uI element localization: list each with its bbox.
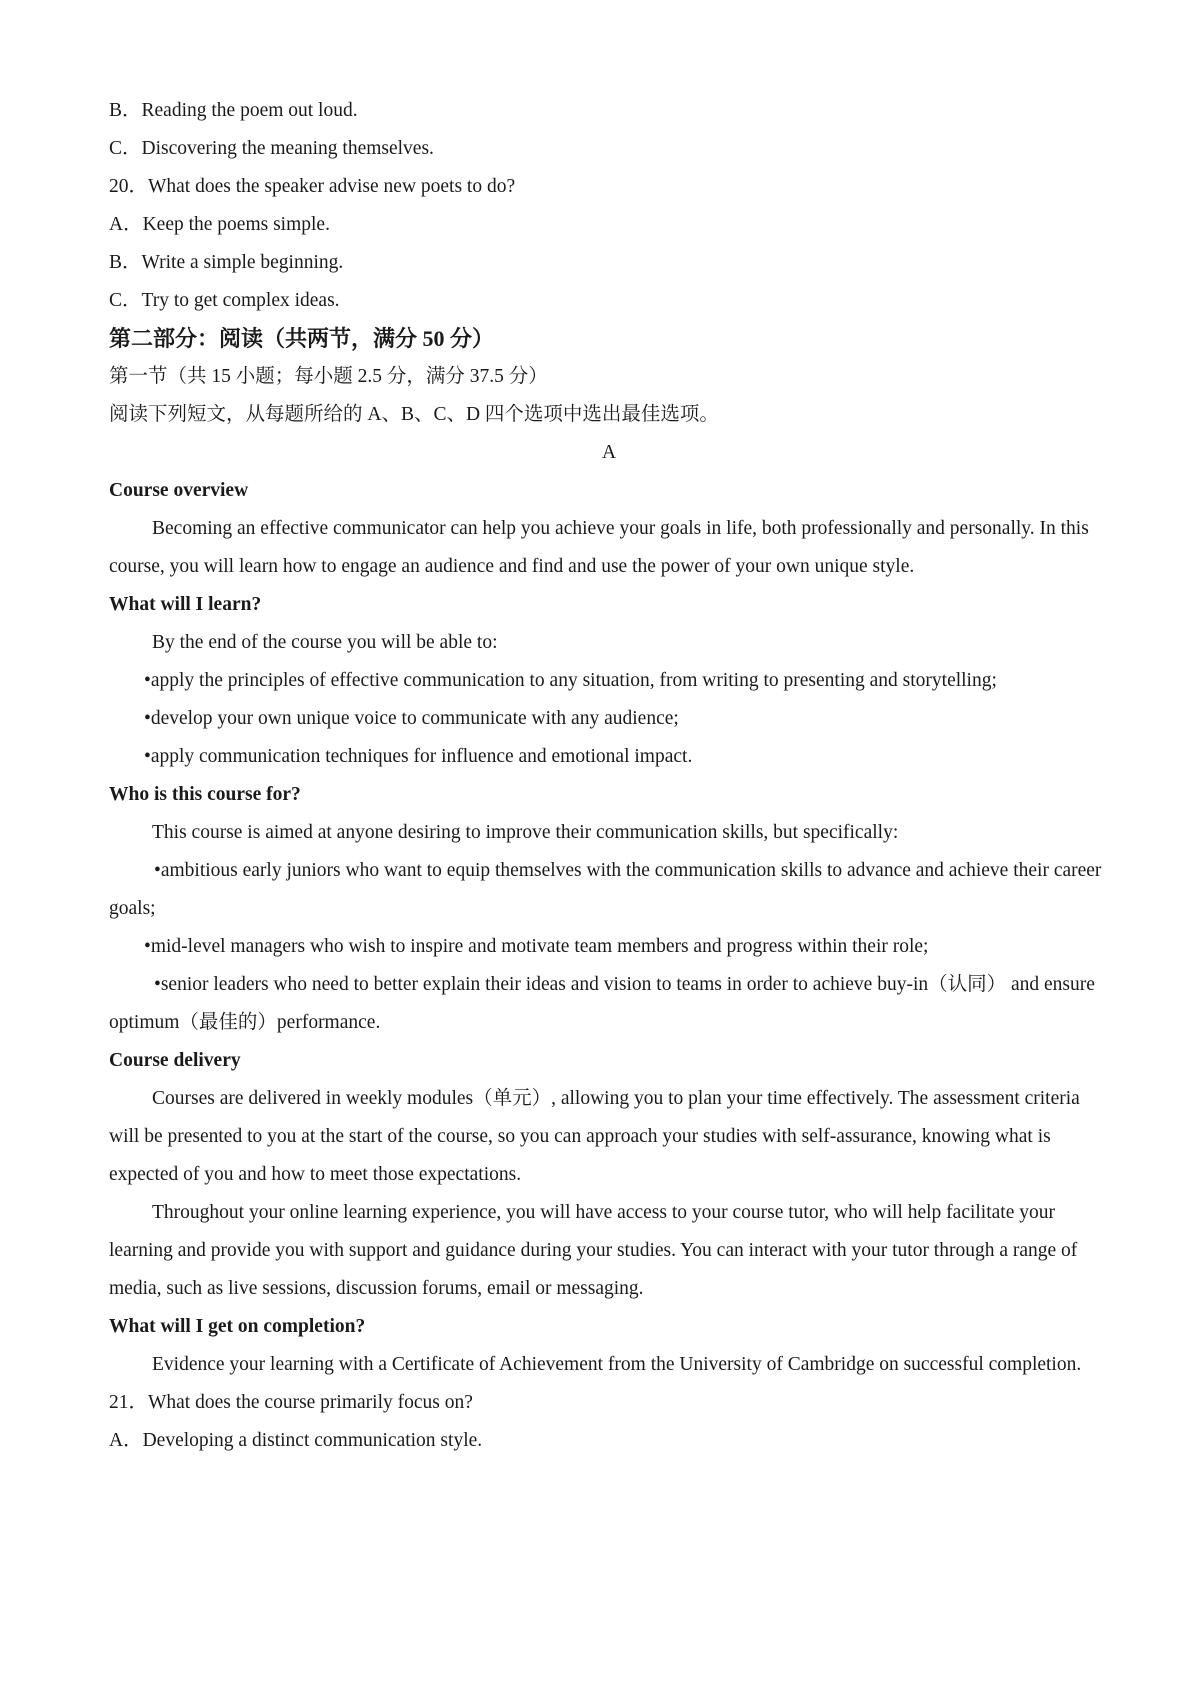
heading-course-overview: Course overview xyxy=(109,480,249,501)
q20-question: 20．What does the speaker advise new poets to do? xyxy=(109,176,516,197)
heading-course-delivery: Course delivery xyxy=(109,1050,241,1071)
learn-item-3: •apply communication techniques for influence and emotional impact. xyxy=(144,746,693,767)
part2-instruction: 阅读下列短文，从每题所给的 A、B、C、D 四个选项中选出最佳选项。 xyxy=(109,404,719,425)
exam-page xyxy=(109,92,1109,1460)
learn-item-1: •apply the principles of effective communication to any situation, from writing to presenting and storytelling; xyxy=(144,670,997,691)
q21-option-a: A．Developing a distinct communication style. xyxy=(109,1430,483,1451)
heading-completion: What will I get on completion? xyxy=(109,1316,366,1337)
q21-question: 21．What does the course primarily focus on? xyxy=(109,1392,473,1413)
q20-option-a: A．Keep the poems simple. xyxy=(109,214,330,235)
learn-intro: By the end of the course you will be able to: xyxy=(152,632,498,653)
part2-title: 第二部分：阅读（共两节，满分 50 分） xyxy=(109,326,495,351)
who-item-3: •senior leaders who need to better explain their ideas and vision to teams in order to achieve buy-in（认同） and ensure optimum（最佳的）performance. xyxy=(109,974,1095,1033)
part2-section1: 第一节（共 15 小题；每小题 2.5 分，满分 37.5 分） xyxy=(109,366,548,387)
paragraph-delivery-2: Throughout your online learning experience, you will have access to your course tutor, who will help facilitate your learning and provide you with support and guidance during your studies. You can interact with your tutor through a range of media, such as live sessions, discussion forums, email or messaging. xyxy=(109,1202,1078,1299)
who-item-1: •ambitious early juniors who want to equip themselves with the communication skills to advance and achieve their career goals; xyxy=(109,860,1102,919)
paragraph-delivery-1: Courses are delivered in weekly modules（单元）, allowing you to plan your time effectively. The assessment criteria will be presented to you at the start of the course, so you can approach your studies with self-assurance, knowing what is expected of you and how to meet those expectations. xyxy=(109,1088,1080,1185)
heading-who-is-this-for: Who is this course for? xyxy=(109,784,301,805)
paragraph-completion: Evidence your learning with a Certificate of Achievement from the University of Cambridge on successful completion. xyxy=(152,1354,1082,1375)
q19-option-b: B．Reading the poem out loud. xyxy=(109,100,358,121)
heading-what-will-i-learn: What will I learn? xyxy=(109,594,262,615)
q20-option-b: B．Write a simple beginning. xyxy=(109,252,344,273)
q19-option-c: C．Discovering the meaning themselves. xyxy=(109,138,434,159)
learn-item-2: •develop your own unique voice to communicate with any audience; xyxy=(144,708,679,729)
passage-label: A xyxy=(601,442,617,463)
who-item-2: •mid-level managers who wish to inspire and motivate team members and progress within their role; xyxy=(144,936,929,957)
paragraph-course-overview: Becoming an effective communicator can help you achieve your goals in life, both professionally and personally. In this course, you will learn how to engage an audience and find and use the power of your own unique style. xyxy=(109,518,1089,577)
q20-option-c: C．Try to get complex ideas. xyxy=(109,290,340,311)
who-intro: This course is aimed at anyone desiring to improve their communication skills, but specifically: xyxy=(152,822,899,843)
